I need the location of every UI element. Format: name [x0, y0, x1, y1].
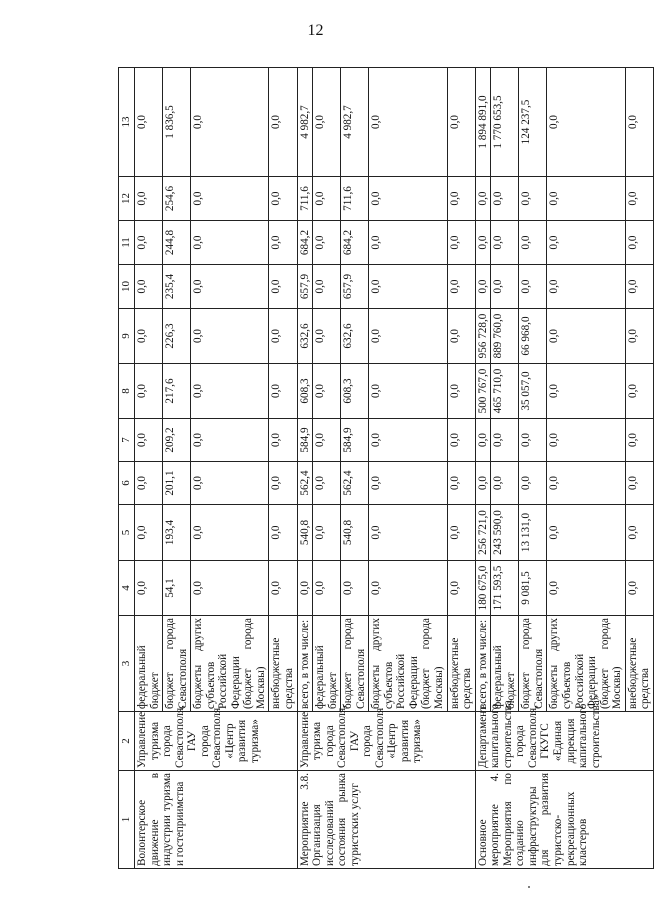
- value-cell: 0,0: [625, 364, 653, 419]
- value-cell: 9 081,5: [519, 561, 547, 616]
- funding-source-cell: внебюджетные средства: [447, 616, 475, 712]
- value-cell: 584,9: [341, 419, 369, 462]
- value-cell: 0,0: [191, 419, 269, 462]
- value-cell: 4 982,7: [341, 68, 369, 177]
- value-cell: 0,0: [191, 462, 269, 505]
- value-cell: 0,0: [369, 309, 447, 364]
- value-cell: 0,0: [135, 419, 163, 462]
- value-cell: 0,0: [313, 364, 341, 419]
- funding-source-cell: бюджет города Севастополя: [163, 616, 191, 712]
- value-cell: 0,0: [269, 177, 297, 221]
- value-cell: 0,0: [447, 68, 475, 177]
- funding-source-cell: федеральный бюджет: [491, 616, 519, 712]
- value-cell: 0,0: [447, 561, 475, 616]
- value-cell: 0,0: [625, 561, 653, 616]
- value-cell: 0,0: [447, 364, 475, 419]
- funding-source-cell: бюджет города Севастополя: [519, 616, 547, 712]
- value-cell: 0,0: [625, 221, 653, 265]
- value-cell: 0,0: [475, 177, 491, 221]
- table-body: [119, 68, 654, 869]
- value-cell: 889 760,0: [491, 309, 519, 364]
- value-cell: 209,2: [163, 419, 191, 462]
- value-cell: 54,1: [163, 561, 191, 616]
- value-cell: 0,0: [369, 221, 447, 265]
- header-cell: 5: [119, 505, 135, 561]
- value-cell: 0,0: [313, 462, 341, 505]
- value-cell: 0,0: [447, 265, 475, 309]
- value-cell: 13 131,0: [519, 505, 547, 561]
- value-cell: 0,0: [491, 462, 519, 505]
- value-cell: 0,0: [369, 419, 447, 462]
- value-cell: 0,0: [269, 561, 297, 616]
- header-cell: 7: [119, 419, 135, 462]
- value-cell: 0,0: [313, 265, 341, 309]
- value-cell: 0,0: [447, 309, 475, 364]
- activity-cell: Основное мероприятие 4. Мероприятия по созданию инфраструктуры для развития туристско-рекреационных кластеров: [475, 771, 653, 869]
- value-cell: 1 836,5: [163, 68, 191, 177]
- value-cell: 540,8: [297, 505, 313, 561]
- value-cell: 0,0: [369, 462, 447, 505]
- value-cell: 0,0: [191, 177, 269, 221]
- value-cell: 0,0: [369, 177, 447, 221]
- value-cell: 0,0: [547, 364, 625, 419]
- table-row: [475, 68, 491, 869]
- value-cell: 243 590,0: [491, 505, 519, 561]
- value-cell: 0,0: [191, 561, 269, 616]
- value-cell: 256 721,0: [475, 505, 491, 561]
- funding-source-cell: всего, в том числе:: [475, 616, 491, 712]
- funding-source-cell: внебюджетные средства: [269, 616, 297, 712]
- header-cell: 4: [119, 561, 135, 616]
- value-cell: 0,0: [191, 505, 269, 561]
- value-cell: 540,8: [341, 505, 369, 561]
- value-cell: 0,0: [135, 364, 163, 419]
- value-cell: 0,0: [313, 68, 341, 177]
- value-cell: 0,0: [625, 505, 653, 561]
- value-cell: 562,4: [297, 462, 313, 505]
- scan-speck: [528, 886, 530, 888]
- value-cell: 0,0: [625, 68, 653, 177]
- value-cell: 0,0: [625, 419, 653, 462]
- header-cell: 10: [119, 265, 135, 309]
- value-cell: 0,0: [547, 68, 625, 177]
- value-cell: 0,0: [547, 221, 625, 265]
- value-cell: 0,0: [547, 419, 625, 462]
- value-cell: 0,0: [135, 265, 163, 309]
- value-cell: 35 057,0: [519, 364, 547, 419]
- value-cell: 0,0: [135, 68, 163, 177]
- header-row: [119, 68, 135, 869]
- value-cell: 0,0: [491, 265, 519, 309]
- value-cell: 0,0: [313, 221, 341, 265]
- value-cell: 0,0: [269, 419, 297, 462]
- value-cell: 0,0: [313, 177, 341, 221]
- value-cell: 0,0: [625, 265, 653, 309]
- value-cell: 584,9: [297, 419, 313, 462]
- value-cell: 0,0: [269, 265, 297, 309]
- header-cell: 2: [119, 712, 135, 771]
- header-cell: 13: [119, 68, 135, 177]
- value-cell: 0,0: [269, 221, 297, 265]
- value-cell: 193,4: [163, 505, 191, 561]
- value-cell: 0,0: [269, 309, 297, 364]
- executor-cell: Управление туризма города Севастополя, ГАУ города Севастополя «Центр развития туризма»: [135, 712, 298, 771]
- value-cell: 0,0: [447, 221, 475, 265]
- value-cell: 124 237,5: [519, 68, 547, 177]
- activity-cell: Мероприятие 3.8. Организация исследований состояния рынка туристских услуг: [297, 771, 475, 869]
- table-row: [135, 68, 163, 869]
- header-cell: 3: [119, 616, 135, 712]
- value-cell: 0,0: [135, 462, 163, 505]
- value-cell: 0,0: [491, 221, 519, 265]
- value-cell: 0,0: [625, 462, 653, 505]
- value-cell: 0,0: [519, 265, 547, 309]
- value-cell: 562,4: [341, 462, 369, 505]
- value-cell: 0,0: [369, 505, 447, 561]
- value-cell: 0,0: [519, 462, 547, 505]
- value-cell: 684,2: [297, 221, 313, 265]
- value-cell: 0,0: [135, 561, 163, 616]
- value-cell: 0,0: [475, 221, 491, 265]
- value-cell: 254,6: [163, 177, 191, 221]
- value-cell: 180 675,0: [475, 561, 491, 616]
- value-cell: 0,0: [519, 419, 547, 462]
- value-cell: 465 710,0: [491, 364, 519, 419]
- value-cell: 0,0: [475, 265, 491, 309]
- value-cell: 657,9: [341, 265, 369, 309]
- value-cell: 0,0: [475, 419, 491, 462]
- value-cell: 1 770 653,5: [491, 68, 519, 177]
- value-cell: 4 982,7: [297, 68, 313, 177]
- value-cell: 0,0: [341, 561, 369, 616]
- funding-source-cell: бюджеты других субъектов Российской Федерации (бюджет города Москвы): [369, 616, 447, 712]
- value-cell: 0,0: [491, 419, 519, 462]
- value-cell: 0,0: [191, 221, 269, 265]
- value-cell: 0,0: [447, 177, 475, 221]
- value-cell: 608,3: [297, 364, 313, 419]
- funding-source-cell: всего, в том числе:: [297, 616, 313, 712]
- value-cell: 0,0: [269, 68, 297, 177]
- value-cell: 0,0: [475, 462, 491, 505]
- value-cell: 235,4: [163, 265, 191, 309]
- funding-source-cell: бюджеты других субъектов Российской Федерации (бюджет города Москвы): [547, 616, 625, 712]
- rotated-table-container: [118, 68, 652, 869]
- value-cell: 0,0: [135, 221, 163, 265]
- value-cell: 0,0: [191, 364, 269, 419]
- activity-cell: Волонтерское движение в индустрии туризма и гостеприимства: [135, 771, 298, 869]
- value-cell: 217,6: [163, 364, 191, 419]
- table-row: [297, 68, 313, 869]
- value-cell: 608,3: [341, 364, 369, 419]
- value-cell: 0,0: [519, 177, 547, 221]
- value-cell: 0,0: [269, 364, 297, 419]
- value-cell: 0,0: [191, 68, 269, 177]
- value-cell: 0,0: [447, 505, 475, 561]
- executor-cell: Департамент капитального строительства города Севастополя, ГКУГС «Единая дирекция капитального строительства»: [475, 712, 653, 771]
- value-cell: 0,0: [369, 68, 447, 177]
- value-cell: 66 968,0: [519, 309, 547, 364]
- value-cell: 711,6: [341, 177, 369, 221]
- value-cell: 0,0: [491, 177, 519, 221]
- funding-source-cell: бюджет города Севастополя: [341, 616, 369, 712]
- value-cell: 0,0: [313, 419, 341, 462]
- value-cell: 0,0: [447, 462, 475, 505]
- value-cell: 632,6: [297, 309, 313, 364]
- value-cell: 244,8: [163, 221, 191, 265]
- header-cell: 12: [119, 177, 135, 221]
- value-cell: 0,0: [135, 505, 163, 561]
- funding-source-cell: внебюджетные средства: [625, 616, 653, 712]
- value-cell: 500 767,0: [475, 364, 491, 419]
- value-cell: 1 894 891,0: [475, 68, 491, 177]
- value-cell: 0,0: [547, 505, 625, 561]
- value-cell: 632,6: [341, 309, 369, 364]
- header-cell: 6: [119, 462, 135, 505]
- header-cell: 8: [119, 364, 135, 419]
- value-cell: 0,0: [313, 561, 341, 616]
- value-cell: 0,0: [369, 364, 447, 419]
- value-cell: 0,0: [547, 177, 625, 221]
- value-cell: 0,0: [547, 561, 625, 616]
- executor-cell: Управление туризма города Севастополя, ГАУ города Севастополя «Центр развития туризма»: [297, 712, 475, 771]
- value-cell: 0,0: [519, 221, 547, 265]
- page-number: 12: [307, 22, 324, 39]
- header-cell: 1: [119, 771, 135, 869]
- value-cell: 0,0: [547, 462, 625, 505]
- value-cell: 0,0: [191, 309, 269, 364]
- value-cell: 657,9: [297, 265, 313, 309]
- value-cell: 956 728,0: [475, 309, 491, 364]
- value-cell: 0,0: [547, 265, 625, 309]
- value-cell: 711,6: [297, 177, 313, 221]
- funding-source-cell: федеральный бюджет: [135, 616, 163, 712]
- value-cell: 0,0: [625, 177, 653, 221]
- value-cell: 0,0: [313, 309, 341, 364]
- header-cell: 9: [119, 309, 135, 364]
- value-cell: 0,0: [625, 309, 653, 364]
- value-cell: 0,0: [269, 462, 297, 505]
- value-cell: 226,3: [163, 309, 191, 364]
- value-cell: 0,0: [369, 265, 447, 309]
- budget-table: [118, 67, 654, 869]
- value-cell: 0,0: [297, 561, 313, 616]
- value-cell: 0,0: [191, 265, 269, 309]
- value-cell: 171 593,5: [491, 561, 519, 616]
- funding-source-cell: бюджеты других субъектов Российской Федерации (бюджет города Москвы): [191, 616, 269, 712]
- value-cell: 0,0: [135, 309, 163, 364]
- value-cell: 0,0: [547, 309, 625, 364]
- value-cell: 0,0: [135, 177, 163, 221]
- value-cell: 201,1: [163, 462, 191, 505]
- funding-source-cell: федеральный бюджет: [313, 616, 341, 712]
- value-cell: 0,0: [369, 561, 447, 616]
- value-cell: 0,0: [313, 505, 341, 561]
- value-cell: 0,0: [269, 505, 297, 561]
- value-cell: 0,0: [447, 419, 475, 462]
- value-cell: 684,2: [341, 221, 369, 265]
- header-cell: 11: [119, 221, 135, 265]
